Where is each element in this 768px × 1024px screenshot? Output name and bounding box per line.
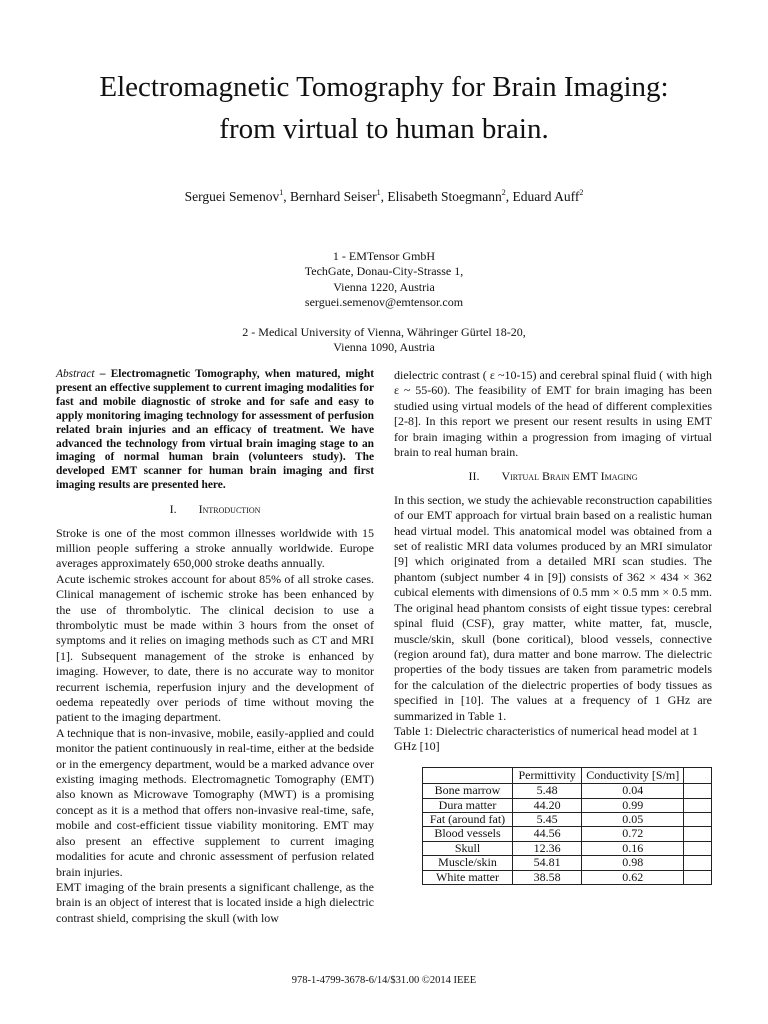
affiliation-med-uni-vienna [100,325,668,356]
intro-paragraph: Stroke is one of the most common illnesses worldwide with 15 million people suffering a stroke annually worldwide. Europe averages approximately 650,000 stroke deaths annually. [56,525,374,571]
copyright-footer: 978-1-4799-3678-6/14/$31.00 ©2014 IEEE [291,975,477,986]
author: Serguei Semenov$^1$, [184,188,291,204]
empty-cell [684,870,712,884]
section-heading-virtual-brain: II. Virtual Brain EMT Imaging [468,469,638,484]
empty-cell [684,798,712,812]
abstract-text: Electromagnetic Tomography, when matured, might present an effective supplement to current imaging modalities for fast and mobile diagnostic of stroke and for safe and easy to apply monitoring imaging technology for assessment of perfusion related brain injuries and an efficacy of treatment. We have advanced the technology from virtual brain imaging stage to an imaging of normal human brain (volunteers study). The developed EMT scanner for human brain imaging and first imaging results are presented here. [56,368,375,492]
table-header-row [423,767,712,783]
tissue-cell: Bone marrow [423,784,513,798]
title-line-1: Electromagnetic Tomography for Brain Imaging: [99,71,669,103]
permittivity-cell: 44.20 [513,798,582,812]
permittivity-cell: 5.45 [513,812,582,826]
conductivity-cell: 0.04 [582,784,684,798]
table-row [423,827,712,841]
author: Bernhard Seiser$^1$, [290,188,388,204]
table-header-cell [684,767,712,783]
author: Elisabeth Stoegmann$^2$, [387,188,513,204]
permittivity-cell: 5.48 [513,784,582,798]
empty-cell [684,784,712,798]
permittivity-cell: 12.36 [513,841,582,855]
tissue-cell: Muscle/skin [423,856,513,870]
intro-paragraph: A technique that is non-invasive, mobile, easily-applied and could monitor the patient continuously in real-time, either at the bedside or in the emergency department, would be a marked advance over existing imaging methods. Electromagnetic Tomography (EMT) also known as Microwave Tomography (MWT) is a promising concept as it is a method that offers non-invasive real-time, safe, mobile and cost-efficient tissue viability monitoring. EMT may also present an effective supplement to current imaging modalities for acute and chronic assessment of perfusion related brain injuries. [56,725,374,879]
tissue-cell: Dura matter [423,798,513,812]
table-caption: Table 1: Dielectric characteristics of numerical head model at 1 GHz [10] [394,723,699,754]
abstract-label: Abstract [56,368,95,380]
table-row [423,841,712,855]
section-heading-introduction: I. Introduction [169,502,261,517]
table-row [423,784,712,798]
title-line-2: from virtual to human brain. [219,113,549,145]
section2-paragraph: In this section, we study the achievable reconstruction capabilities of our EMT approach for virtual brain based on a realistic human head virtual model. This anatomical model was obtained from a set of realistic MRI data volumes produced by an MRI simulator [9] which originated from a detailed MRI scan studies. The phantom (subject number 4 in [9]) consists of 362 × 434 × 362 cubical elements with dimensions of 0.5 mm × 0.5 mm × 0.5 mm. The original head phantom consists of eight tissue types: cerebral spinal fluid (CSF), gray matter, white matter, fat, muscle, muscle/skin, skull (bone coritical), blood vessels, connective (region around fat), dura matter and bone marrow. The dielectric properties of the body tissues are taken from parametric models for the calculation of the dielectric properties of body tissues as specified in [10]. The values at a frequency of 1 GHz are summarized in Table 1. [394,492,712,723]
paper-title [40,66,728,150]
table-row [423,870,712,884]
affiliation-line: Vienna 1220, Austria [333,279,435,294]
table-header-permittivity: Permittivity [513,767,582,783]
author-list [20,189,748,205]
empty-cell [684,812,712,826]
affiliation-email: serguei.semenov@emtensor.com [304,295,464,310]
dielectric-table [422,767,712,885]
table-row [423,798,712,812]
permittivity-cell: 44.56 [513,827,582,841]
author: Eduard Auff$^2$ [512,188,584,204]
empty-cell [684,827,712,841]
affiliation-line: TechGate, Donau-City-Strasse 1, [304,264,464,279]
affiliation-emtensor [100,249,668,311]
conductivity-cell: 0.99 [582,798,684,812]
intro-paragraph: EMT imaging of the brain presents a significant challenge, as the brain is an object of interest that is located inside a high dielectric contrast shield, comprising the skull (with low [56,879,374,925]
affiliation-line: Vienna 1090, Austria [333,340,435,355]
table-row [423,856,712,870]
conductivity-cell: 0.16 [582,841,684,855]
abstract: Abstract – Electromagnetic Tomography, when matured, might present an effective supplement to current imaging modalities for fast and mobile diagnostic of stroke and for safe and easy to apply monitoring imaging technology for assessment of perfusion related brain injuries and an efficacy of treatment. We have advanced the technology from virtual brain imaging stage to an imaging of normal human brain (volunteers study). The developed EMT scanner for human brain imaging and first imaging results are presented here. [56,368,375,492]
conductivity-cell: 0.98 [582,856,684,870]
intro-continuation: dielectric contrast ( ε ~10-15) and cerebral spinal fluid ( with high ε ~ 55-60). The feasibility of EMT for brain imaging has been studied using virtual models of the head of different complexities [2-8]. In this report we present our resent results in using EMT for brain imaging within a progression from imaging of virtual brain to real human brain. [394,368,712,460]
affiliation-line: 1 - EMTensor GmbH [332,249,436,263]
intro-paragraph: Acute ischemic strokes account for about 85% of all stroke cases. Clinical management of ischemic stroke has been enhanced by the use of thrombolytic. The clinical decision to use a thrombolytic must be made within 3 hours from the onset of symptoms and it relies on imaging methods such as CT and MRI [1]. Subsequent management of the stroke is enhanced by imaging. However, to date, there is no accurate way to monitor recurrent ischemia, reperfusion injury and the development of oedema repeatedly over periods of time without moving the patient to the imaging department. [56,571,374,725]
conductivity-cell: 0.72 [582,827,684,841]
table-header-cell [423,767,513,783]
empty-cell [684,856,712,870]
left-column [56,368,374,926]
tissue-cell: Fat (around fat) [423,812,513,826]
tissue-cell: White matter [423,870,513,884]
conductivity-cell: 0.05 [582,812,684,826]
affiliation-line: 2 - Medical University of Vienna, Währinger Gürtel 18-20, [242,325,526,339]
tissue-cell: Skull [423,841,513,855]
table-header-conductivity: Conductivity [S/m] [582,767,684,783]
right-column [394,368,712,885]
conductivity-cell: 0.62 [582,870,684,884]
permittivity-cell: 38.58 [513,870,582,884]
table-row [423,812,712,826]
permittivity-cell: 54.81 [513,856,582,870]
empty-cell [684,841,712,855]
tissue-cell: Blood vessels [423,827,513,841]
